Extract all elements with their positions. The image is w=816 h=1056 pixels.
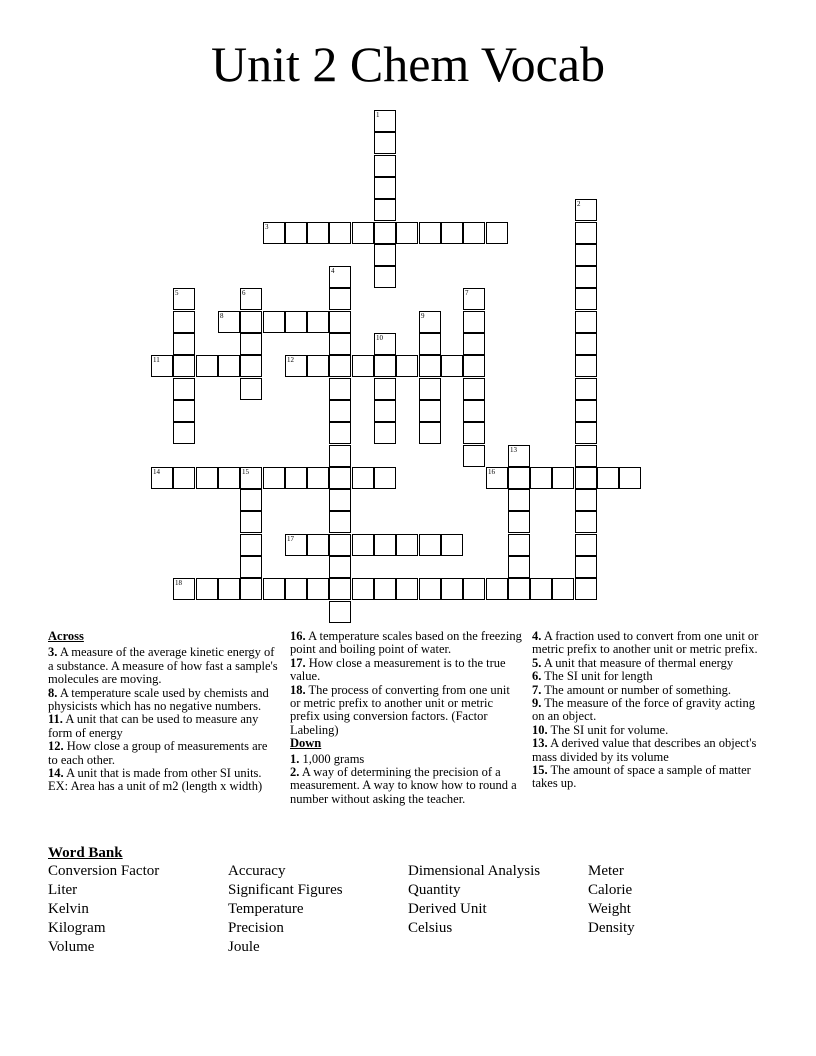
crossword-cell[interactable] [619, 467, 641, 489]
crossword-cell[interactable] [263, 222, 285, 244]
crossword-cell[interactable] [329, 422, 351, 444]
crossword-cell[interactable] [329, 489, 351, 511]
crossword-cell[interactable] [307, 534, 329, 556]
crossword-cell[interactable] [173, 288, 195, 310]
crossword-cell[interactable] [218, 578, 240, 600]
crossword-cell[interactable] [196, 578, 218, 600]
clue-down-5: 5. A unit that measure of thermal energy [532, 655, 734, 670]
crossword-cell[interactable] [575, 578, 597, 600]
word-bank-item: Quantity [408, 882, 461, 898]
clue-down-7: 7. The amount or number of something. [532, 682, 732, 697]
crossword-cell[interactable] [352, 578, 374, 600]
crossword-cell[interactable] [463, 378, 485, 400]
crossword-cell[interactable] [352, 534, 374, 556]
clue-number: 7 [465, 289, 469, 297]
crossword-cell[interactable] [307, 355, 329, 377]
crossword-cell[interactable] [329, 400, 351, 422]
crossword-cell[interactable] [396, 534, 418, 556]
crossword-cell[interactable] [329, 601, 351, 623]
crossword-cell[interactable] [240, 333, 262, 355]
clue-number: 17 [287, 535, 294, 543]
crossword-cell[interactable] [419, 400, 441, 422]
crossword-cell[interactable] [240, 534, 262, 556]
word-bank-item: Kilogram [48, 920, 106, 936]
crossword-cell[interactable] [374, 266, 396, 288]
crossword-cell[interactable] [329, 578, 351, 600]
crossword-cell[interactable] [151, 467, 173, 489]
clue-across-8: 8. A temperature scale used by chemists and physicists which has no negative numbers. [48, 685, 269, 714]
clue-number: 6 [242, 289, 246, 297]
word-bank-item: Volume [48, 939, 95, 955]
crossword-cell[interactable] [374, 132, 396, 154]
crossword-cell[interactable] [240, 556, 262, 578]
crossword-cell[interactable] [575, 467, 597, 489]
crossword-cell[interactable] [173, 355, 195, 377]
crossword-cell[interactable] [575, 534, 597, 556]
crossword-cell[interactable] [575, 311, 597, 333]
clue-across-18: 18. The process of converting from one unit or metric prefix to another unit or metric prefix using conversion factors. (Factor Labeling) [290, 682, 510, 737]
crossword-cell[interactable] [329, 445, 351, 467]
clue-number: 11 [153, 356, 160, 364]
word-bank-item: Calorie [588, 882, 633, 898]
crossword-cell[interactable] [419, 534, 441, 556]
crossword-cell[interactable] [575, 445, 597, 467]
crossword-cell[interactable] [352, 222, 374, 244]
down-heading: Down [290, 736, 322, 751]
crossword-cell[interactable] [441, 578, 463, 600]
crossword-cell[interactable] [419, 311, 441, 333]
crossword-cell[interactable] [508, 511, 530, 533]
crossword-cell[interactable] [419, 378, 441, 400]
crossword-cell[interactable] [374, 400, 396, 422]
crossword-cell[interactable] [486, 222, 508, 244]
crossword-cell[interactable] [419, 578, 441, 600]
word-bank-item: Joule [228, 939, 260, 955]
clue-down-10: 10. The SI unit for volume. [532, 722, 669, 737]
crossword-cell[interactable] [329, 311, 351, 333]
crossword-cell[interactable] [508, 578, 530, 600]
crossword-cell[interactable] [329, 266, 351, 288]
crossword-cell[interactable] [463, 355, 485, 377]
word-bank-item: Meter [588, 863, 624, 879]
crossword-cell[interactable] [575, 422, 597, 444]
word-bank-item: Weight [588, 901, 631, 917]
crossword-cell[interactable] [575, 333, 597, 355]
crossword-cell[interactable] [329, 333, 351, 355]
crossword-cell[interactable] [575, 266, 597, 288]
crossword-cell[interactable] [508, 489, 530, 511]
crossword-cell[interactable] [508, 467, 530, 489]
crossword-cell[interactable] [240, 378, 262, 400]
crossword-cell[interactable] [441, 355, 463, 377]
clue-number: 10 [376, 334, 383, 342]
crossword-cell[interactable] [240, 578, 262, 600]
clue-across-11: 11. A unit that can be used to measure any form of energy [48, 712, 259, 740]
crossword-cell[interactable] [285, 467, 307, 489]
crossword-cell[interactable] [173, 333, 195, 355]
down-clues-col3 [532, 630, 764, 791]
crossword-cell[interactable] [486, 578, 508, 600]
crossword-cell[interactable] [419, 422, 441, 444]
crossword-cell[interactable] [240, 489, 262, 511]
crossword-cell[interactable] [173, 467, 195, 489]
crossword-cell[interactable] [329, 378, 351, 400]
crossword-cell[interactable] [374, 534, 396, 556]
word-bank-heading: Word Bank [48, 845, 123, 861]
crossword-cell[interactable] [173, 578, 195, 600]
crossword-cell[interactable] [196, 355, 218, 377]
crossword-cell[interactable] [329, 534, 351, 556]
crossword-cell[interactable] [307, 222, 329, 244]
clue-down-2: 2. A way of determining the precision of a measurement. A way to know how to round a number without asking the teacher. [290, 765, 517, 806]
crossword-cell[interactable] [463, 333, 485, 355]
crossword-cell[interactable] [486, 467, 508, 489]
crossword-cell[interactable] [151, 355, 173, 377]
crossword-cell[interactable] [441, 534, 463, 556]
crossword-cell[interactable] [374, 333, 396, 355]
crossword-cell[interactable] [374, 155, 396, 177]
crossword-cell[interactable] [575, 489, 597, 511]
crossword-cell[interactable] [352, 355, 374, 377]
crossword-cell[interactable] [419, 333, 441, 355]
crossword-cell[interactable] [329, 467, 351, 489]
word-bank-item: Liter [48, 882, 78, 898]
clue-number: 5 [175, 289, 179, 297]
crossword-cell[interactable] [285, 355, 307, 377]
crossword-cell[interactable] [218, 311, 240, 333]
crossword-cell[interactable] [329, 511, 351, 533]
crossword-cell[interactable] [240, 511, 262, 533]
clue-number: 14 [153, 468, 160, 476]
crossword-cell[interactable] [329, 556, 351, 578]
crossword-cell[interactable] [575, 244, 597, 266]
crossword-cell[interactable] [374, 378, 396, 400]
clue-number: 13 [510, 446, 517, 454]
crossword-cell[interactable] [329, 288, 351, 310]
crossword-cell[interactable] [307, 578, 329, 600]
clue-down-15: 15. The amount of space a sample of matter takes up. [532, 763, 751, 791]
crossword-cell[interactable] [575, 199, 597, 221]
crossword-cell[interactable] [463, 400, 485, 422]
crossword-cell[interactable] [508, 445, 530, 467]
clue-number: 8 [220, 312, 224, 320]
word-bank-item: Derived Unit [408, 901, 487, 917]
crossword-cell[interactable] [463, 311, 485, 333]
crossword-cell[interactable] [374, 177, 396, 199]
clue-down-9: 9. The measure of the force of gravity acting on an object. [532, 696, 755, 724]
across-heading: Across [48, 629, 84, 643]
crossword-cell[interactable] [218, 355, 240, 377]
crossword-cell[interactable] [575, 222, 597, 244]
clue-across-16: 16. A temperature scales based on the freezing point and boiling point of water. [290, 629, 522, 657]
word-bank-item: Accuracy [228, 863, 286, 879]
across-clues-col1 [48, 630, 280, 794]
crossword-cell[interactable] [240, 355, 262, 377]
crossword-cell[interactable] [307, 311, 329, 333]
clue-number: 12 [287, 356, 294, 364]
crossword-cell[interactable] [196, 467, 218, 489]
word-bank-item: Temperature [228, 901, 304, 917]
word-bank-item: Conversion Factor [48, 863, 160, 879]
clue-number: 2 [577, 200, 581, 208]
crossword-cell[interactable] [285, 578, 307, 600]
crossword-cell[interactable] [285, 534, 307, 556]
crossword-cell[interactable] [285, 222, 307, 244]
word-bank-list [48, 862, 768, 957]
clue-number: 3 [265, 223, 269, 231]
crossword-cell[interactable] [285, 311, 307, 333]
clue-down-6: 6. The SI unit for length [532, 669, 653, 684]
crossword-cell[interactable] [374, 199, 396, 221]
crossword-cell[interactable] [463, 578, 485, 600]
crossword-cell[interactable] [463, 222, 485, 244]
crossword-cell[interactable] [218, 467, 240, 489]
crossword-cell[interactable] [240, 311, 262, 333]
word-bank [48, 845, 768, 957]
crossword-cell[interactable] [463, 422, 485, 444]
crossword-cell[interactable] [329, 222, 351, 244]
clue-number: 1 [376, 111, 380, 119]
crossword-cell[interactable] [441, 222, 463, 244]
crossword-cell[interactable] [374, 244, 396, 266]
word-bank-item: Kelvin [48, 901, 89, 917]
crossword-cell[interactable] [374, 222, 396, 244]
crossword-cell[interactable] [597, 467, 619, 489]
clue-number: 16 [488, 468, 495, 476]
crossword-cell[interactable] [575, 355, 597, 377]
crossword-cell[interactable] [374, 110, 396, 132]
crossword-cell[interactable] [575, 556, 597, 578]
word-bank-item: Density [588, 920, 635, 936]
crossword-cell[interactable] [463, 288, 485, 310]
crossword-cell[interactable] [419, 222, 441, 244]
crossword-cell[interactable] [463, 445, 485, 467]
crossword-cell[interactable] [530, 578, 552, 600]
word-bank-item: Dimensional Analysis [408, 863, 541, 879]
crossword-cell[interactable] [173, 400, 195, 422]
clues-col2 [290, 630, 522, 806]
word-bank-item: Precision [228, 920, 284, 936]
crossword-cell[interactable] [575, 400, 597, 422]
crossword-cell[interactable] [552, 578, 574, 600]
crossword-cell[interactable] [263, 467, 285, 489]
crossword-cell[interactable] [352, 467, 374, 489]
clue-across-3: 3. A measure of the average kinetic energy of a substance. A measure of how fast a sample's molecules are moving. [48, 645, 278, 687]
crossword-cell[interactable] [419, 355, 441, 377]
crossword-cell[interactable] [240, 467, 262, 489]
crossword-cell[interactable] [374, 578, 396, 600]
clue-down-13: 13. A derived value that describes an object's mass divided by its volume [532, 736, 757, 764]
crossword-cell[interactable] [396, 222, 418, 244]
clue-down-1: 1. 1,000 grams [290, 751, 365, 766]
crossword-cell[interactable] [263, 311, 285, 333]
crossword-cell[interactable] [173, 311, 195, 333]
page-title: Unit 2 Chem Vocab [211, 36, 605, 92]
crossword-cell[interactable] [329, 355, 351, 377]
crossword-cell[interactable] [173, 422, 195, 444]
crossword-cell[interactable] [530, 467, 552, 489]
crossword-cell[interactable] [575, 511, 597, 533]
clue-across-14: 14. A unit that is made from other SI units. EX: Area has a unit of m2 (length x width) [48, 766, 263, 794]
crossword-cell[interactable] [508, 556, 530, 578]
crossword-cell[interactable] [374, 467, 396, 489]
crossword-cell[interactable] [307, 467, 329, 489]
crossword-cell[interactable] [374, 422, 396, 444]
crossword-cell[interactable] [396, 578, 418, 600]
crossword-cell[interactable] [396, 355, 418, 377]
crossword-cell[interactable] [575, 378, 597, 400]
clue-across-17: 17. How close a measurement is to the true value. [290, 655, 506, 684]
crossword-cell[interactable] [575, 288, 597, 310]
clue-across-12: 12. How close a group of measurements are to each other. [48, 739, 268, 767]
crossword-cell[interactable] [263, 578, 285, 600]
clue-number: 15 [242, 468, 249, 476]
crossword-cell[interactable] [240, 288, 262, 310]
crossword-cell[interactable] [552, 467, 574, 489]
crossword-cell[interactable] [173, 378, 195, 400]
word-bank-item: Celsius [408, 920, 453, 936]
clue-number: 4 [331, 267, 335, 275]
word-bank-item: Significant Figures [228, 882, 343, 898]
clue-number: 9 [421, 312, 425, 320]
crossword-cell[interactable] [508, 534, 530, 556]
crossword-cell[interactable] [374, 355, 396, 377]
clue-number: 18 [175, 579, 182, 587]
clue-down-4: 4. A fraction used to convert from one unit or metric prefix to another unit or metric prefix. [532, 629, 759, 657]
